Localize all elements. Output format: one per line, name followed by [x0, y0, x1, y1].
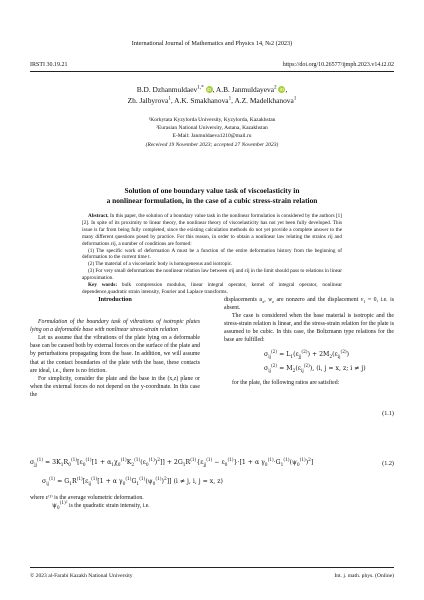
- header-rule: [30, 71, 394, 72]
- orcid-icon[interactable]: iD: [206, 87, 212, 92]
- email[interactable]: E-Mail: Janmuldaeva1210@mail.ru: [172, 133, 252, 140]
- footer-rule: [30, 567, 394, 568]
- equation-1-2a: $\sigma_{jj}^{(1)} = 3K_1R_0^{(1)}[\varepsilon_0^{(1)}[1 + \alpha_1\chi_0^{(1)}K_2^{(1)}(\varepsilon_0^{(1)})^2]] + 2G_1R^{(1)}\{\varepsilon_{jj}^{(1)} - \varepsilon_0^{(1)}\}\cdot[1 + \alpha$ $\gamma_0^{(1)}\cdot G_1^{(1)}(\psi_0^{(1)})^2$]: [30, 457, 314, 469]
- where-text: where ε⁽¹⁾ is the average volumetric deformation. $\psi_0^{(1)^2}$ is the quadratic strain intensity, i.e.: [30, 495, 150, 512]
- author-name: A.K. Smakhanova: [174, 95, 229, 105]
- irsti-code: IRSTI 30.19.21: [30, 62, 68, 68]
- equation-number: (1.2): [382, 460, 394, 467]
- authors-block: B.D. Dzhanmuldaev$^{1,*}$ iD, A.B. Janmuldayeva$^2$ iD, Zh. Jalbyrova$^1$, A.K. Smakhanova$^1$, A.Z. Madelkhanova$^1$: [127, 84, 297, 105]
- orcid-icon[interactable]: iD: [279, 87, 285, 92]
- affiliations: ¹Korkytata Kyzylorda University, Kyzylorda, Kazakhstan ²Eurasian National University, Astana, Kazakhstan E-Mail: Janmuldaeva1210@mail.ru (Received 19 November 2023; accepted 27 November 2023): [0, 116, 424, 149]
- right-column: displacements $u_x$, $w_z$ are nonzero and the displacement $v_1 = 0$, i.e. is absent. The case is considered when the base material is isotropic and the stress-strain relation is linear, and the stress-strain relation for the plate is assumed to be cubic. In this case, the Boltzmann type relations for the base are fulfilled: $\sigma_{ij}^{(2)} = L_1(\varepsilon_{jj}^{(2)}) + 2M_2(\varepsilon_{ij}^{(2)})$ $\sigma_{ij}^{(2)} = M_2(\varepsilon_{ij}^{(2)})$, (i, j = x, z; i ≠ j) for the plate, the following ratios are satisfied:: [224, 297, 394, 386]
- footer-copyright: © 2023 al-Farabi Kazakh National University: [30, 573, 133, 579]
- abstract: Abstract. In this paper, the solution of a boundary value task in the nonlinear formulation is considered by the authors [1][2]. In spite of its proximity to linear theory, the nonlinear theory of viscoelasticity has not yet been fully developed. This issue is far from being fully completed, since the existing calculation methods do not yet provide a complete answer to the many different questions posed by practice. For this reason, in order to obtain a nonlinear law relating the strains εij and deformations εij, a number of conditions are formed: (1) The specific work of deformation A must be a function of the entire deformation history from the beginning of deformation to the current time t. (2) The material of a viscoelastic body is homogeneous and isotropic. (3) For very small deformations the nonlinear relation law between σij and εij in the limit should pass to relations in linear approximation. Key words: bulk compression modulus, linear integral operator, kernel of integral operator, nonlinear dependence,quadratic strain intensity, Fourier and Laplace transforms.: [82, 213, 342, 295]
- author-name: A.Z. Madelkhanova: [234, 95, 294, 105]
- section-heading: Introduction: [98, 296, 132, 303]
- footer-journal: Int. j. math. phys. (Online): [334, 573, 394, 579]
- author-name: A.B. Janmuldayeva: [215, 85, 274, 94]
- author-name: B.D. Dzhanmuldaev: [136, 85, 198, 94]
- equation-1-2b: $\sigma_{ij}^{(1)} = G_1R^{(1)}[\varepsilon_{ij}^{(1)}[1 + \alpha$ $\gamma_0^{(1)}G_1^{(1)}(\psi_0^{(1)})^2$]] (i ≠ j, i, j = x, z): [42, 476, 223, 488]
- paper-title: Solution of one boundary value task of viscoelasticity in a nonlinear formulation, in the case of a cubic stress-strain relation: [106, 186, 318, 205]
- doi-link[interactable]: https://doi.org/10.26577/ijmph.2023.v14.i2.02: [282, 62, 394, 68]
- author-name: Zh. Jalbyrova: [127, 95, 169, 105]
- equation-1-1b: $\sigma_{ij}^{(2)} = M_2(\varepsilon_{ij}^{(2)})$, (i, j = x, z; i ≠ j): [264, 363, 366, 374]
- equation-number: (1.1): [382, 410, 394, 417]
- equation-1-1a: $\sigma_{ij}^{(2)} = L_1(\varepsilon_{jj}^{(2)}) + 2M_2(\varepsilon_{ij}^{(2)})$: [264, 349, 350, 360]
- received-dates: (Received 19 November 2023; accepted 27 November 2023): [145, 141, 279, 148]
- left-column: Introduction Formulation of the boundary task of vibrations of isotropic plates lying on a deformable base with nonlinear stress-strain relation Let us assume that the vibrations of the plate lying on a deformable base can be caused both by external forces on the surface of the plate and by perturbations propagating from the base. In addition, we will assume that at the contact boundaries of the plate with the base, these contacts are ideal, i.e., there is no friction. For simplicity, consider the plate and the base in the (x,z) plane or when the external forces do not depend on the y-coordinate. In this case the: [30, 296, 200, 398]
- journal-header: International Journal of Mathematics and Physics 14, №2 (2023): [131, 40, 293, 47]
